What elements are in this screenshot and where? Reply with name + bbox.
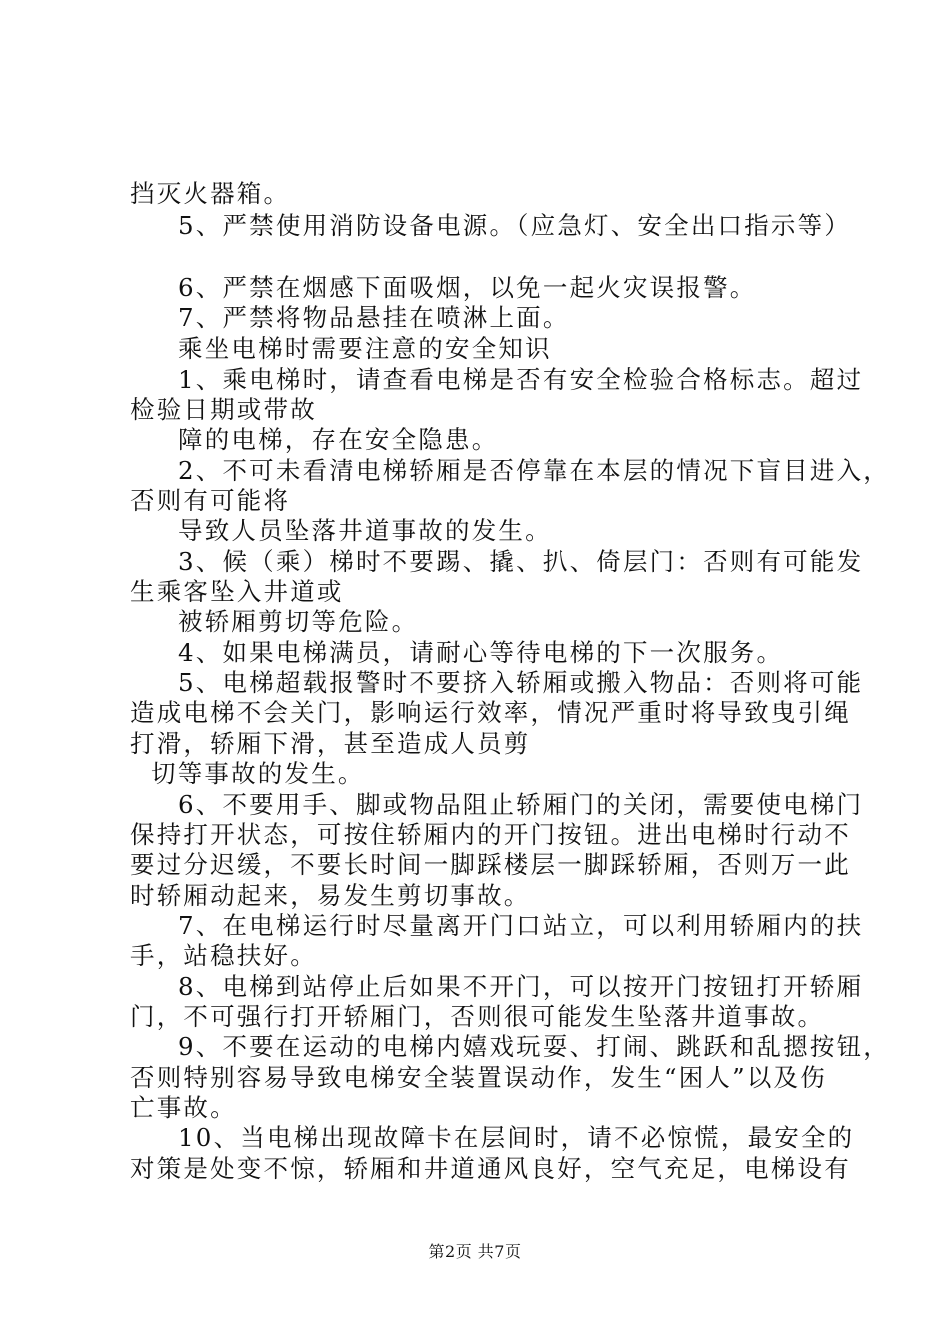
page-number-footer: 第2页 共7页 (428, 1242, 522, 1261)
text-line: 否则有可能将 (130, 486, 291, 515)
text-line: 被轿厢剪切等危险。 (178, 607, 419, 636)
section-heading: 乘坐电梯时需要注意的安全知识 (178, 334, 552, 363)
text-line: 1、乘电梯时，请查看电梯是否有安全检验合格标志。超过 (178, 365, 864, 394)
text-line: 挡灭火器箱。 (130, 179, 291, 208)
text-line: 8、电梯到站停止后如果不开门，可以按开门按钮打开轿厢 (178, 972, 864, 1001)
text-line: 亡事故。 (130, 1093, 237, 1122)
text-line: 导致人员坠落井道事故的发生。 (178, 516, 552, 545)
text-line: 5、电梯超载报警时不要挤入轿厢或搬入物品：否则将可能 (178, 668, 864, 697)
text-line: 4、如果电梯满员，请耐心等待电梯的下一次服务。 (178, 638, 784, 667)
text-line: 生乘客坠入井道或 (130, 577, 344, 606)
text-line: 要过分迟缓，不要长时间一脚踩楼层一脚踩轿厢，否则万一此 (130, 850, 851, 879)
text-line: 9、不要在运动的电梯内嬉戏玩耍、打闹、跳跃和乱摁按钮， (178, 1032, 890, 1061)
text-line: 时轿厢动起来，易发生剪切事故。 (130, 881, 531, 910)
text-line: 检验日期或带故 (130, 395, 317, 424)
text-line: 门，不可强行打开轿厢门，否则很可能发生坠落井道事故。 (130, 1002, 825, 1031)
text-line: 6、严禁在烟感下面吸烟，以免一起火灾误报警。 (178, 273, 757, 302)
text-line: 手，站稳扶好。 (130, 941, 317, 970)
text-line: 7、在电梯运行时尽量离开门口站立，可以利用轿厢内的扶 (178, 911, 864, 940)
text-line: 3、候（乘）梯时不要踢、撬、扒、倚层门：否则有可能发 (178, 547, 864, 576)
text-line: 障的电梯，存在安全隐患。 (178, 425, 499, 454)
text-line: 保持打开状态，可按住轿厢内的开门按钮。进出电梯时行动不 (130, 820, 851, 849)
text-line: 造成电梯不会关门，影响运行效率，情况严重时将导致曳引绳 (130, 698, 851, 727)
text-line: 10、当电梯出现故障卡在层间时，请不必惊慌，最安全的 (178, 1123, 855, 1152)
text-line: 打滑，轿厢下滑，甚至造成人员剪 (130, 729, 531, 758)
text-line: 7、严禁将物品悬挂在喷淋上面。 (178, 303, 570, 332)
text-line: 对策是处变不惊，轿厢和井道通风良好，空气充足，电梯设有 (130, 1154, 851, 1183)
text-line: 6、不要用手、脚或物品阻止轿厢门的关闭，需要使电梯门 (178, 790, 864, 819)
text-line: 2、不可未看清电梯轿厢是否停靠在本层的情况下盲目进入， (178, 456, 890, 485)
text-line: 切等事故的发生。 (151, 759, 365, 788)
text-line: 否则特别容易导致电梯安全装置误动作，发生“困人”以及伤 (130, 1063, 827, 1092)
text-line: 5、严禁使用消防设备电源。（应急灯、安全出口指示等） (178, 211, 852, 240)
